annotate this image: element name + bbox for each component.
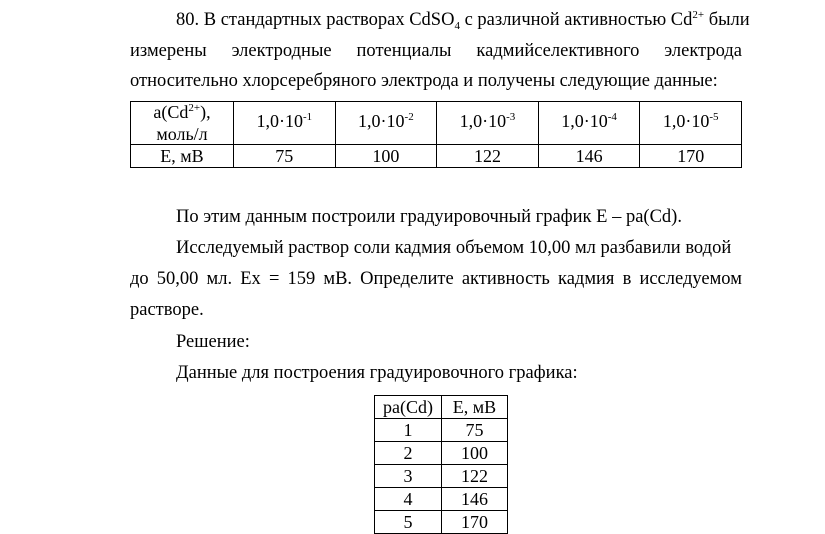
table-row — [375, 442, 508, 465]
row-label: E, мВ — [131, 145, 234, 168]
word: измерены — [130, 41, 207, 61]
problem-text: с различной активностью Cd — [459, 10, 693, 30]
paragraph-sample-line-1: Исследуемый раствор соли кадмия объемом 10,00 мл разбавили водой — [176, 238, 732, 258]
word: исследуемом — [639, 269, 742, 289]
table-cell: 170 — [442, 511, 508, 534]
paragraph-calibration: По этим данным построили градуировочный график E – pa(Cd). — [176, 207, 682, 227]
word: кадмия — [557, 269, 615, 289]
superscript: 2+ — [692, 9, 705, 21]
table-row — [375, 488, 508, 511]
table-cell: 100 — [442, 442, 508, 465]
header-activity: $a(Cd^{2+})$, моль/л — [131, 102, 234, 145]
table-caption: Данные для построения градуировочного графика: — [176, 363, 578, 383]
word: Определите — [360, 269, 454, 289]
header-pa: pa(Cd) — [375, 396, 442, 419]
header-cell: $1,0\cdot 10^{-3}$ — [437, 102, 539, 145]
table-row — [375, 511, 508, 534]
word: мВ. — [323, 269, 353, 289]
word: 159 — [287, 269, 316, 289]
solution-heading: Решение: — [176, 332, 250, 352]
problem-text: 80. В стандартных растворах CdSO — [176, 10, 455, 30]
word: активность — [461, 269, 550, 289]
table-cell: 122 — [437, 145, 539, 168]
table-cell: 2 — [375, 442, 442, 465]
word: электродные — [231, 41, 332, 61]
table-cell: 170 — [640, 145, 742, 168]
table-cell: 1 — [375, 419, 442, 442]
word: электрода — [664, 41, 742, 61]
table-cell: 5 — [375, 511, 442, 534]
table-row — [131, 145, 742, 168]
table-header-row — [375, 396, 508, 419]
subscript: 4 — [454, 20, 460, 32]
problem-line-1 — [176, 8, 750, 34]
header-cell: $1,0\cdot 10^{-1}$ — [234, 102, 336, 145]
table-cell: 100 — [335, 145, 437, 168]
word: мл. — [206, 269, 233, 289]
word: в — [622, 269, 632, 289]
header-cell: $1,0\cdot 10^{-4}$ — [538, 102, 640, 145]
table-cell: 75 — [442, 419, 508, 442]
table-cell: 122 — [442, 465, 508, 488]
header-e: E, мВ — [442, 396, 508, 419]
table-cell: 4 — [375, 488, 442, 511]
table-row — [375, 419, 508, 442]
word: потенциалы — [356, 41, 452, 61]
header-cell: $1,0\cdot 10^{-2}$ — [335, 102, 437, 145]
word: = — [268, 269, 280, 289]
table-cell: 146 — [442, 488, 508, 511]
problem-line-2 — [130, 39, 742, 63]
word: до — [130, 269, 149, 289]
table-cell: 3 — [375, 465, 442, 488]
problem-line-3: относительно хлорсеребряного электрода и получены следующие данные: — [130, 71, 718, 91]
word: Ex — [240, 269, 261, 289]
problem-text: были — [704, 10, 750, 30]
table-header-row — [131, 102, 742, 145]
table-row — [375, 465, 508, 488]
calibration-table — [374, 395, 508, 534]
table-cell: 146 — [538, 145, 640, 168]
paragraph-sample-line-3: растворе. — [130, 300, 204, 320]
word: 50,00 — [156, 269, 199, 289]
paragraph-sample-line-2 — [130, 267, 742, 291]
word: кадмийселективного — [476, 41, 640, 61]
table-cell: 75 — [234, 145, 336, 168]
data-table — [130, 101, 742, 168]
header-cell: $1,0\cdot 10^{-5}$ — [640, 102, 742, 145]
